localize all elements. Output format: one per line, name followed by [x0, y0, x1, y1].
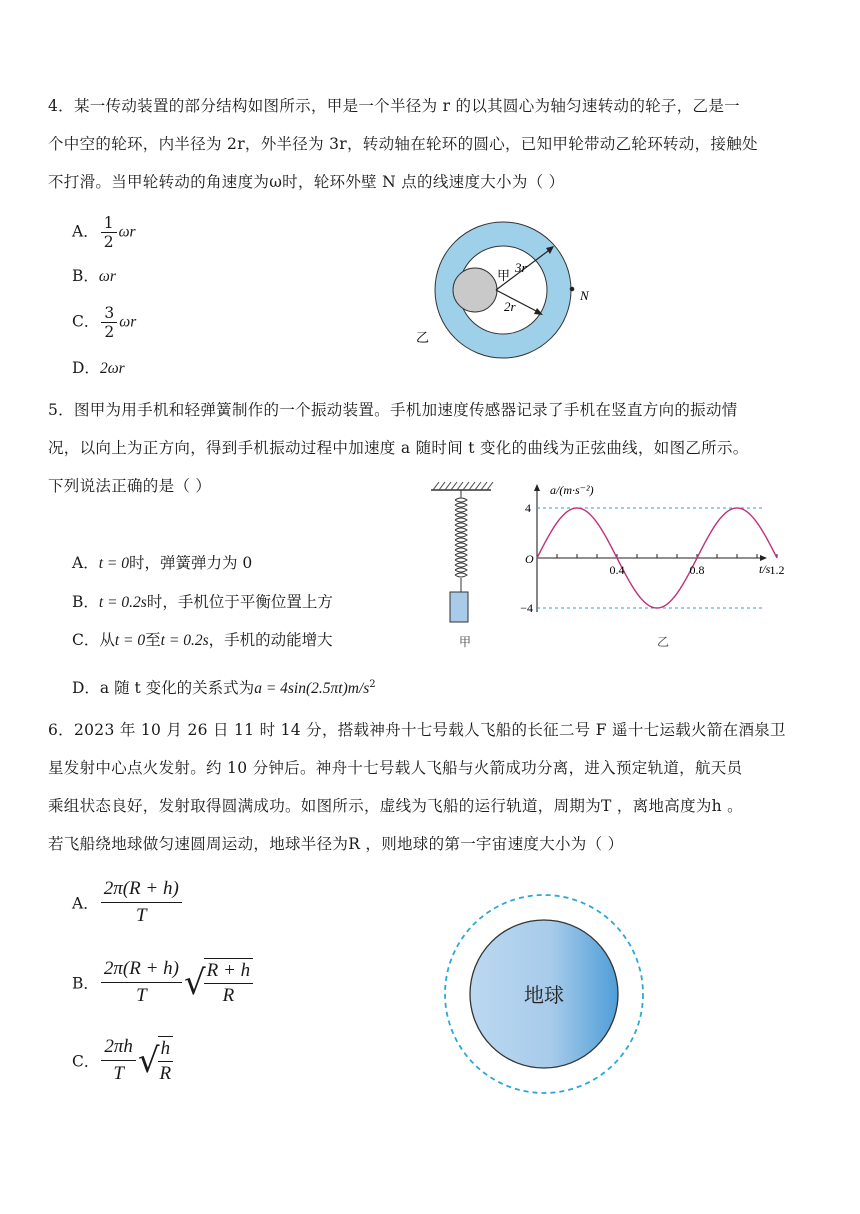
q4-option-d[interactable] [72, 356, 125, 378]
q5-line-3: 下列说法正确的是（ ） [48, 477, 212, 495]
q6-option-b[interactable] [72, 956, 255, 1009]
q5-acceleration-chart [515, 478, 785, 653]
denominator: T [135, 905, 147, 926]
option-text: 时，手机位于平衡位置上方 [146, 593, 333, 611]
q6-line-3: 乘组状态良好，发射取得圆满成功。如图所示，虚线为飞船的运行轨道，周期为T ，离地高度为h 。 [48, 797, 743, 815]
denominator: 2 [103, 233, 114, 251]
phone-block [450, 592, 468, 622]
q4-option-b[interactable] [72, 264, 116, 286]
q5-line-2: 况，以向上为正方向，得到手机振动过程中加速度 a 随时间 t 变化的曲线为正弦曲线，如图乙所示。 [48, 439, 749, 457]
x-tick-label: 0.8 [689, 563, 705, 577]
numerator: 1 [101, 214, 117, 233]
q6-stem [48, 712, 828, 862]
q4-line-3: 不打滑。当甲轮转动的角速度为ω时，轮环外壁 N 点的线速度大小为（ ） [48, 173, 565, 191]
x-axis-arrow [760, 555, 767, 561]
numerator: 2π(R + h) [101, 876, 182, 903]
denominator: T [113, 1063, 124, 1084]
q5-line-1: 5．图甲为用手机和轻弹簧制作的一个振动装置。手机加速度传感器记录了手机在竖直方向的振动情 [48, 401, 738, 419]
denominator: 2 [104, 323, 115, 341]
x-tick-label: 0.4 [609, 563, 625, 577]
radicand [204, 958, 253, 1008]
option-text: ，手机的动能增大 [208, 631, 333, 649]
option-label: C．从 [72, 631, 115, 649]
q6-option-a[interactable] [72, 876, 184, 929]
option-expr: ωr [119, 313, 137, 331]
option-text: 时，弹簧弹力为 0 [128, 554, 253, 572]
option-label: D．a 随 t 变化的关系式为 [72, 679, 255, 697]
caption-yi: 乙 [657, 635, 670, 649]
chart-origin: O [525, 552, 534, 566]
square-root [184, 958, 255, 1008]
q5-option-b[interactable] [72, 590, 333, 612]
option-label: B． [72, 974, 99, 993]
q5-option-c[interactable] [72, 628, 333, 650]
numerator: 3 [101, 304, 117, 323]
caption-jia: 甲 [459, 635, 472, 649]
q4-option-c[interactable] [72, 304, 136, 341]
square-root [138, 1036, 175, 1086]
fraction [101, 214, 117, 251]
label-yi: 乙 [416, 330, 430, 345]
q5-option-d[interactable] [72, 676, 376, 698]
y-tick-label: 4 [525, 501, 531, 515]
label-n: N [580, 288, 589, 303]
spring-coil [455, 490, 467, 592]
option-expr: ωr [118, 223, 136, 241]
option-label: A． [72, 554, 99, 572]
superscript: 2 [369, 678, 376, 690]
option-label: B． [72, 267, 99, 285]
option-expr-2: t = 0.2s [160, 632, 209, 649]
option-label: A． [72, 894, 99, 913]
point-n [570, 287, 575, 292]
y-axis-arrow [534, 484, 540, 491]
label-jia: 甲 [497, 268, 511, 283]
radical-sign: √ [184, 962, 206, 1003]
fraction [101, 304, 117, 341]
radical-sign: √ [137, 1040, 160, 1081]
x-tick-label: 1.2 [769, 563, 785, 577]
numerator: 2πh [101, 1034, 136, 1061]
q4-line-1: 4．某一传动装置的部分结构如图所示，甲是一个半径为 r 的以其圆心为轴匀速转动的轮子，乙是一 [48, 97, 740, 115]
sqrt-numerator: h [158, 1037, 174, 1062]
option-label: A． [72, 222, 99, 241]
chart-xlabel: t/s [759, 562, 771, 576]
earth-orbit-figure [440, 890, 650, 1100]
option-label: D． [72, 359, 100, 377]
sqrt-numerator: R + h [204, 959, 253, 984]
option-expr: 2ωr [99, 360, 125, 377]
fraction [101, 876, 182, 929]
chart-ylabel: a/(m·s⁻²) [550, 483, 594, 497]
label-3r: 3r [515, 260, 527, 275]
q4-option-a[interactable] [72, 214, 136, 251]
numerator: 2π(R + h) [101, 956, 182, 983]
spring-figure [425, 478, 505, 653]
option-expr: t = 0 [114, 632, 146, 649]
denominator: T [136, 985, 147, 1006]
option-expr: ωr [98, 268, 116, 285]
q4-stem [48, 88, 828, 198]
option-expr: a = 4sin(2.5πt)m/s [254, 680, 370, 697]
option-expr: t = 0 [98, 555, 129, 572]
option-expr: t = 0.2s [98, 594, 147, 611]
sqrt-denominator: R [222, 984, 235, 1006]
q5-option-a[interactable] [72, 551, 252, 573]
option-label: C． [72, 1052, 100, 1071]
wheel-jia [453, 268, 497, 312]
ceiling-hatch [433, 482, 493, 490]
option-label: C． [72, 312, 100, 331]
y-tick-label: −4 [520, 601, 533, 615]
radicand [158, 1036, 174, 1086]
q4-line-2: 个中空的轮环，内半径为 2r，外半径为 3r，转动轴在轮环的圆心，已知甲轮带动乙轮环转动，接触处 [48, 135, 758, 153]
earth-label: 地球 [524, 985, 564, 1007]
chart-plot-area [520, 484, 784, 615]
q6-option-c[interactable] [72, 1034, 175, 1087]
label-2r: 2r [504, 299, 516, 314]
q6-line-2: 星发射中心点火发射。约 10 分钟后。神舟十七号载人飞船与火箭成功分离，进入预定轨道，航天员 [48, 759, 743, 777]
q4-wheel-figure [400, 212, 600, 362]
option-label: B． [72, 593, 99, 611]
option-mid: 至 [145, 631, 161, 649]
q6-line-1: 6．2023 年 10 月 26 日 11 时 14 分，搭载神舟十七号载人飞船的长征二号 F 遥十七运载火箭在酒泉卫 [48, 721, 786, 739]
fraction [101, 1034, 136, 1087]
sqrt-denominator: R [159, 1062, 172, 1084]
q6-line-4: 若飞船绕地球做匀速圆周运动，地球半径为R ，则地球的第一宇宙速度大小为（ ） [48, 835, 624, 853]
fraction [101, 956, 182, 1009]
